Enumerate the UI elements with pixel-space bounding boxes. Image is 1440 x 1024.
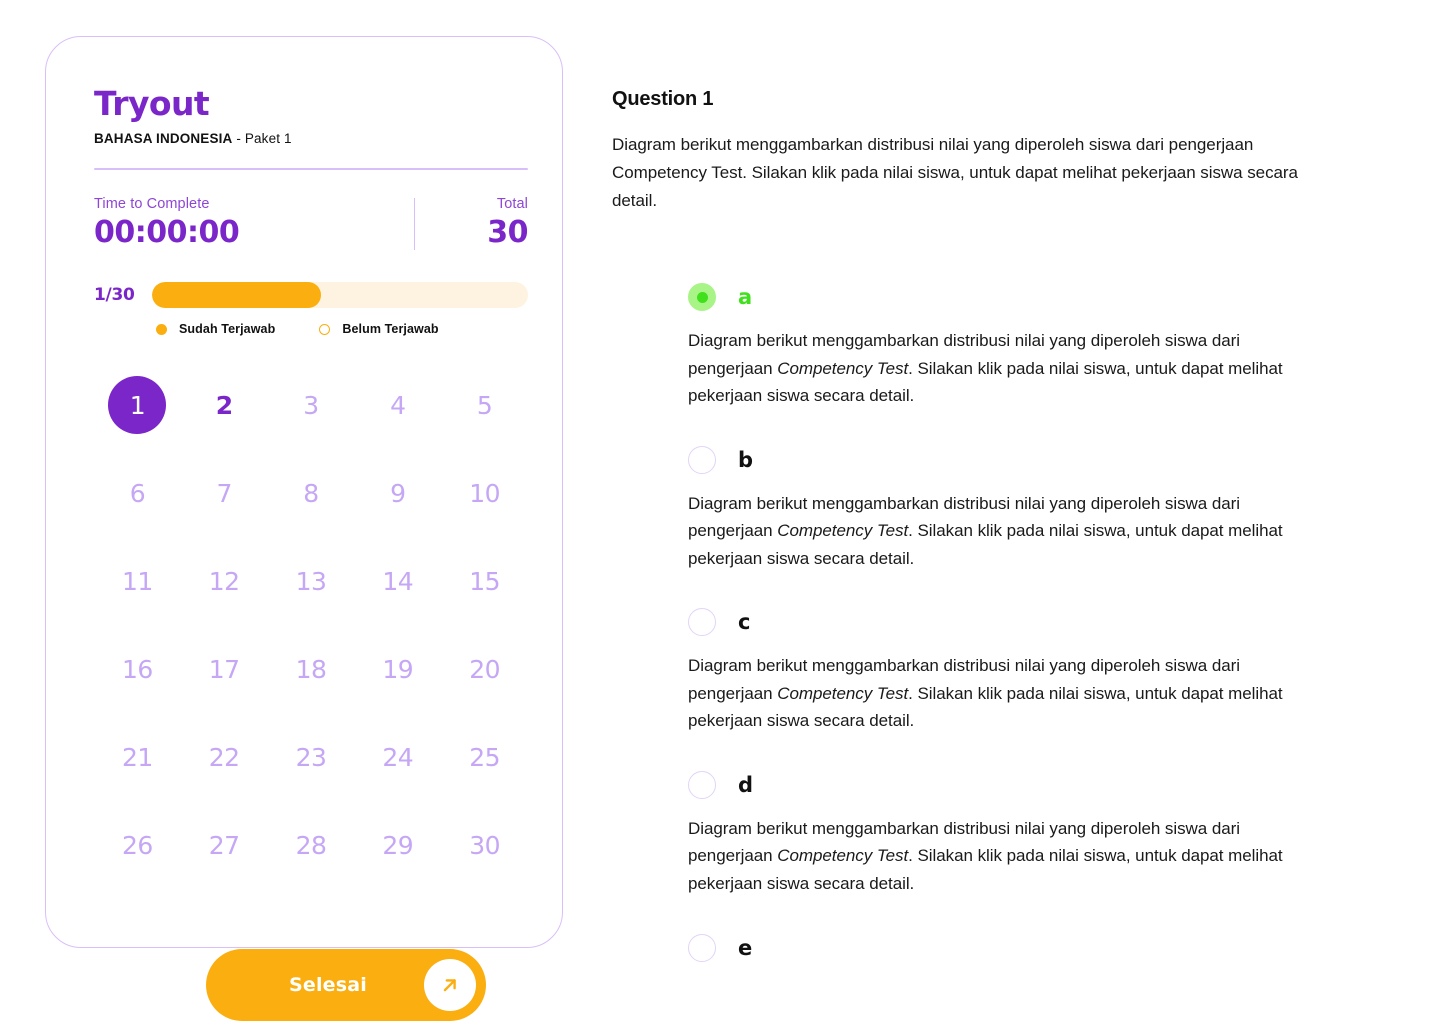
time-to-complete-block	[94, 196, 410, 251]
answer-option-text	[688, 327, 1306, 410]
answer-option-header[interactable]	[688, 608, 1308, 636]
question-number-2[interactable]	[181, 376, 268, 434]
exam-packet: - Paket 1	[232, 130, 292, 146]
question-number-label: 12	[208, 566, 240, 596]
question-number-label: 2	[215, 390, 233, 420]
finish-button[interactable]	[206, 949, 486, 1021]
question-number-30[interactable]	[441, 816, 528, 874]
question-number-3[interactable]	[268, 376, 355, 434]
total-label: Total	[496, 195, 528, 212]
answer-option-b[interactable]	[688, 446, 1308, 573]
question-number-label: 3	[303, 390, 319, 420]
question-number-label: 22	[208, 742, 240, 772]
question-number-17[interactable]	[181, 640, 268, 698]
answer-option-letter: e	[738, 935, 753, 960]
total-block	[410, 196, 528, 251]
question-number-8[interactable]	[268, 464, 355, 522]
radio-checked-icon[interactable]	[688, 283, 716, 311]
question-number-label: 27	[208, 830, 240, 860]
legend-label: Sudah Terjawab	[179, 322, 276, 337]
app-logo: Tryout	[94, 84, 210, 123]
question-number-22[interactable]	[181, 728, 268, 786]
question-number-label: 26	[121, 830, 153, 860]
question-number-29[interactable]	[354, 816, 441, 874]
progress-legend	[156, 322, 532, 336]
question-number-15[interactable]	[441, 552, 528, 610]
answer-text-emphasis: Competency Test	[777, 683, 909, 703]
progress-bar	[152, 282, 528, 308]
tryout-sidebar-card	[45, 36, 563, 996]
question-number-grid[interactable]	[94, 376, 528, 874]
question-number-label: 18	[295, 654, 327, 684]
radio-unchecked-icon[interactable]	[688, 446, 716, 474]
answer-option-header[interactable]	[688, 283, 1308, 311]
header-divider	[94, 168, 528, 170]
question-number-20[interactable]	[441, 640, 528, 698]
question-number-label: 28	[295, 830, 327, 860]
total-value: 30	[487, 214, 528, 250]
radio-dot-icon	[697, 779, 708, 790]
stats-vertical-divider	[414, 198, 415, 250]
answer-text-part-2: . Silakan klik pada nilai siswa, untuk dapat melihat pekerjaan siswa secara detail.	[688, 358, 1283, 406]
radio-dot-icon	[697, 292, 708, 303]
radio-unchecked-icon[interactable]	[688, 934, 716, 962]
question-title: Question 1	[612, 88, 714, 110]
question-number-label: 29	[382, 830, 414, 860]
question-number-label: 30	[469, 830, 500, 860]
question-number-label: 9	[390, 478, 406, 508]
legend-dot-answered-icon	[156, 324, 167, 335]
question-number-23[interactable]	[268, 728, 355, 786]
radio-dot-icon	[697, 454, 708, 465]
question-number-21[interactable]	[94, 728, 181, 786]
progress-row	[94, 282, 528, 308]
answer-option-letter: a	[738, 285, 753, 310]
answer-text-part-2: . Silakan klik pada nilai siswa, untuk dapat melihat pekerjaan siswa secara detail.	[688, 846, 1283, 893]
exam-stats	[94, 196, 528, 251]
answer-option-letter: d	[738, 772, 754, 797]
question-number-16[interactable]	[94, 640, 181, 698]
question-number-27[interactable]	[181, 816, 268, 874]
answer-text-part-1: Diagram berikut menggambarkan distribusi nilai yang diperoleh siswa dari pengerjaan	[688, 331, 1241, 378]
question-number-13[interactable]	[268, 552, 355, 610]
question-number-26[interactable]	[94, 816, 181, 874]
question-number-11[interactable]	[94, 552, 181, 610]
answer-option-e[interactable]	[688, 934, 1308, 962]
answer-text-emphasis: Competency Test	[777, 521, 909, 541]
question-number-label: 5	[476, 390, 493, 420]
sidebar-content	[94, 84, 532, 874]
question-body: Diagram berikut menggambarkan distribusi nilai yang diperoleh siswa dari pengerjaan Competency Test. Silakan klik pada nilai siswa, untuk dapat melihat pekerjaan siswa secara detail.	[612, 135, 1298, 211]
question-number-label: 23	[295, 742, 327, 772]
answer-options-list	[688, 283, 1308, 961]
question-panel	[612, 88, 1312, 998]
answer-option-letter: b	[738, 447, 754, 472]
question-number-label: 11	[121, 566, 153, 596]
question-number-7[interactable]	[181, 464, 268, 522]
question-number-label: 20	[469, 654, 500, 684]
question-number-25[interactable]	[441, 728, 528, 786]
question-number-label: 24	[382, 742, 414, 772]
question-number-28[interactable]	[268, 816, 355, 874]
arrow-up-right-icon	[424, 959, 476, 1011]
finish-button-label: Selesai	[288, 974, 367, 996]
question-number-14[interactable]	[354, 552, 441, 610]
question-number-label: 4	[390, 390, 406, 420]
exam-subject: BAHASA INDONESIA	[94, 130, 233, 146]
question-number-label: 21	[121, 742, 153, 772]
question-number-12[interactable]	[181, 552, 268, 610]
question-number-label: 25	[469, 742, 500, 772]
question-number-label: 14	[382, 566, 414, 596]
question-number-label: 16	[121, 654, 153, 684]
progress-count: 1/30	[94, 285, 135, 306]
answer-text-part-2: . Silakan klik pada nilai siswa, untuk dapat melihat pekerjaan siswa secara detail.	[688, 521, 1283, 568]
answer-text-part-2: . Silakan klik pada nilai siswa, untuk dapat melihat pekerjaan siswa secara detail.	[688, 683, 1283, 731]
legend-dot-unanswered-icon	[319, 324, 330, 335]
answer-text-part-1: Diagram berikut menggambarkan distribusi nilai yang diperoleh siswa dari pengerjaan	[688, 493, 1241, 541]
answer-text-part-1: Diagram berikut menggambarkan distribusi nilai yang diperoleh siswa dari pengerjaan	[688, 818, 1241, 866]
question-number-label: 13	[295, 566, 327, 596]
question-number-label: 15	[469, 566, 500, 596]
answer-option-text	[688, 815, 1306, 898]
time-to-complete-value: 00:00:00	[94, 214, 240, 250]
radio-unchecked-icon[interactable]	[688, 771, 716, 799]
answer-option-text	[688, 652, 1306, 735]
question-number-label: 8	[303, 478, 319, 508]
question-number-5[interactable]	[441, 376, 528, 434]
progress-bar-fill	[152, 282, 321, 308]
legend-item	[319, 322, 438, 336]
answer-option-text	[688, 490, 1306, 573]
answer-option-a[interactable]	[688, 283, 1308, 410]
answer-option-letter: c	[738, 610, 751, 635]
answer-option-header[interactable]	[688, 446, 1308, 474]
question-number-4[interactable]	[354, 376, 441, 434]
question-number-1[interactable]	[94, 376, 181, 434]
answer-text-emphasis: Competency Test	[777, 846, 909, 866]
legend-label: Belum Terjawab	[342, 322, 439, 337]
radio-unchecked-icon[interactable]	[688, 608, 716, 636]
question-number-10[interactable]	[441, 464, 528, 522]
radio-dot-icon	[697, 617, 708, 628]
question-number-18[interactable]	[268, 640, 355, 698]
question-number-label: 19	[382, 654, 414, 684]
answer-option-header[interactable]	[688, 934, 1308, 962]
answer-option-c[interactable]	[688, 608, 1308, 735]
answer-text-part-1: Diagram berikut menggambarkan distribusi nilai yang diperoleh siswa dari pengerjaan	[688, 656, 1241, 703]
exam-subtitle	[94, 131, 532, 146]
time-to-complete-label: Time to Complete	[94, 195, 210, 212]
question-number-label: 1	[108, 376, 166, 434]
answer-text-emphasis: Competency Test	[777, 358, 909, 378]
question-number-6[interactable]	[94, 464, 181, 522]
question-number-9[interactable]	[354, 464, 441, 522]
question-number-label: 6	[129, 478, 146, 508]
question-number-label: 7	[216, 478, 232, 508]
question-number-24[interactable]	[354, 728, 441, 786]
radio-dot-icon	[697, 942, 708, 953]
question-number-label: 17	[208, 654, 240, 684]
legend-item	[156, 322, 275, 336]
answer-option-d[interactable]	[688, 771, 1308, 898]
question-number-19[interactable]	[354, 640, 441, 698]
question-number-label: 10	[469, 478, 500, 508]
answer-option-header[interactable]	[688, 771, 1308, 799]
